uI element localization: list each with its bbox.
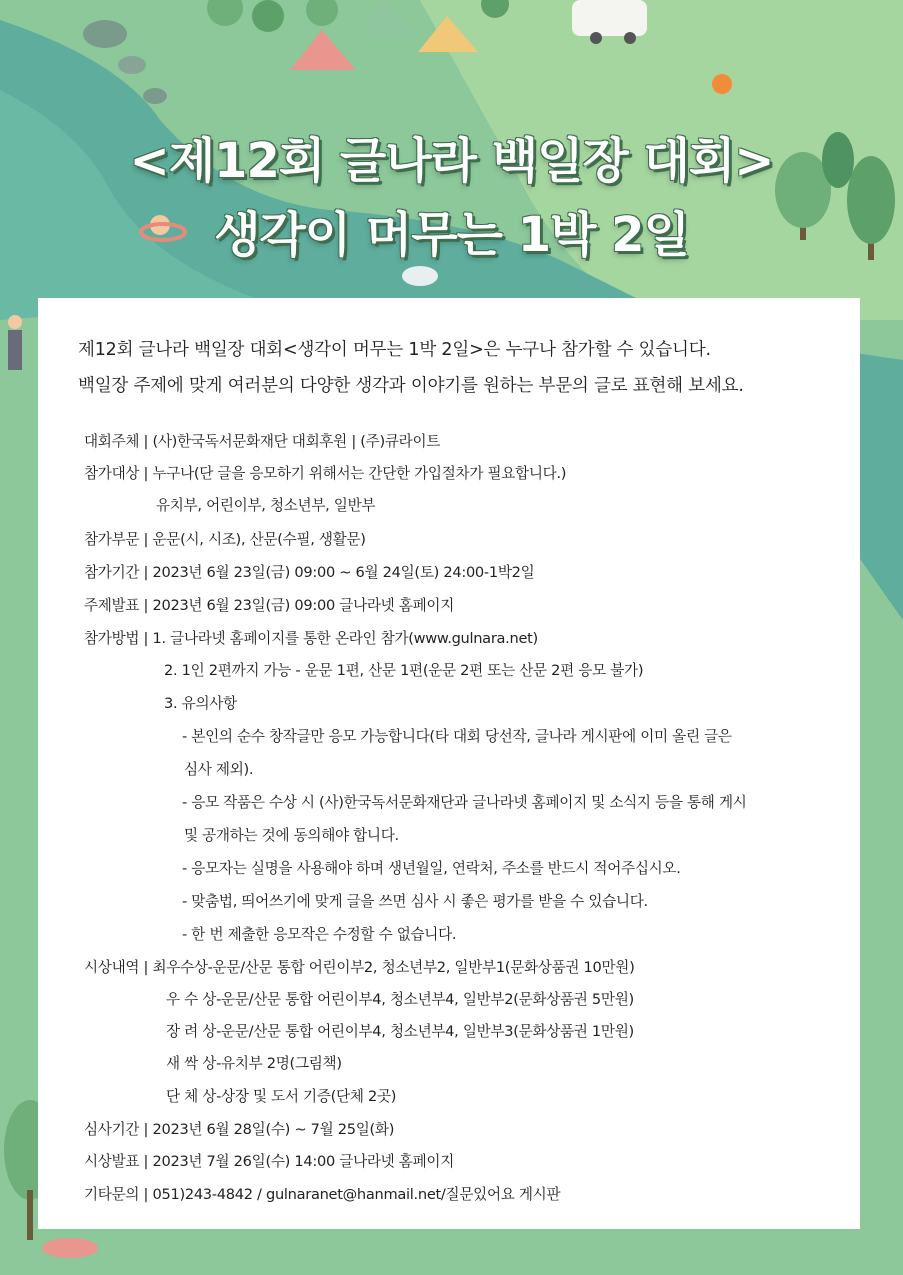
notice-item: - 한 번 제출한 응모작은 수정할 수 없습니다. (182, 926, 457, 943)
intro-text: 제12회 글나라 백일장 대회<생각이 머무는 1박 2일>은 누구나 참가할 수 있습니다. (78, 340, 711, 360)
award-item: 단 체 상-상장 및 도서 기증(단체 2곳) (166, 1088, 397, 1105)
poster-title-line1: <제12회 글나라 백일장 대회> (129, 133, 774, 189)
notice-item-cont: 심사 제외). (184, 761, 254, 778)
topic-announce-row: 주제발표 | 2023년 6월 23일(금) 09:00 글나라넷 홈페이지 (84, 597, 454, 614)
eligibility-divisions: 유치부, 어린이부, 청소년부, 일반부 (156, 497, 376, 514)
judging-row: 심사기간 | 2023년 6월 28일(수) ~ 7월 25일(화) (84, 1121, 395, 1138)
camper-icon (572, 0, 647, 36)
notice-item: - 응모 작품은 수상 시 (사)한국독서문화재단과 글나라넷 홈페이지 및 소식지 등을 통해 게시 (182, 794, 747, 811)
categories-row: 참가부문 | 운문(시, 시조), 산문(수필, 생활문) (84, 531, 366, 548)
notice-item: - 응모자는 실명을 사용해야 하며 생년월일, 연락처, 주소를 반드시 적어주십시오. (182, 860, 681, 877)
notice-item: - 본인의 순수 창작글만 응모 가능합니다(타 대회 당선작, 글나라 게시판에 이미 올린 글은 (182, 728, 732, 745)
method-item: 3. 유의사항 (164, 695, 237, 712)
award-item: 새 싹 상-유치부 2명(그림책) (166, 1055, 342, 1072)
organizer-row: 대회주체 | (사)한국독서문화재단 대회후원 | (주)큐라이트 (84, 433, 441, 450)
notice-item: - 맞춤법, 띄어쓰기에 맞게 글을 쓰면 심사 시 좋은 평가를 받을 수 있습니다. (182, 893, 648, 910)
results-row: 시상발표 | 2023년 7월 26일(수) 14:00 글나라넷 홈페이지 (84, 1153, 454, 1170)
info-card (38, 298, 860, 1229)
method-item: 2. 1인 2편까지 가능 - 운문 1편, 산문 1편(운문 2편 또는 산문 2편 응모 불가) (164, 662, 644, 679)
notice-item-cont: 및 공개하는 것에 동의해야 합니다. (184, 827, 399, 844)
awards-row: 시상내역 | 최우수상-운문/산문 통합 어린이부2, 청소년부2, 일반부1(문화상품권 10만원) (84, 959, 635, 976)
contact-row: 기타문의 | 051)243-4842 / gulnaranet@hanmail.net/질문있어요 게시판 (84, 1186, 561, 1203)
period-row: 참가기간 | 2023년 6월 23일(금) 09:00 ~ 6월 24일(토) 24:00-1박2일 (84, 564, 535, 581)
eligibility-row: 참가대상 | 누구나(단 글을 응모하기 위해서는 간단한 가입절차가 필요합니다.) (84, 465, 567, 482)
award-item: 장 려 상-운문/산문 통합 어린이부4, 청소년부4, 일반부3(문화상품권 1만원) (166, 1023, 634, 1040)
intro-text: 백일장 주제에 맞게 여러분의 다양한 생각과 이야기를 원하는 부문의 글로 표현해 보세요. (78, 376, 744, 396)
method-row: 참가방법 | 1. 글나라넷 홈페이지를 통한 온라인 참가(www.gulnara.net) (84, 630, 538, 647)
poster-title-line2: 생각이 머무는 1박 2일 (214, 207, 689, 263)
award-item: 우 수 상-운문/산문 통합 어린이부4, 청소년부4, 일반부2(문화상품권 5만원) (166, 991, 634, 1008)
